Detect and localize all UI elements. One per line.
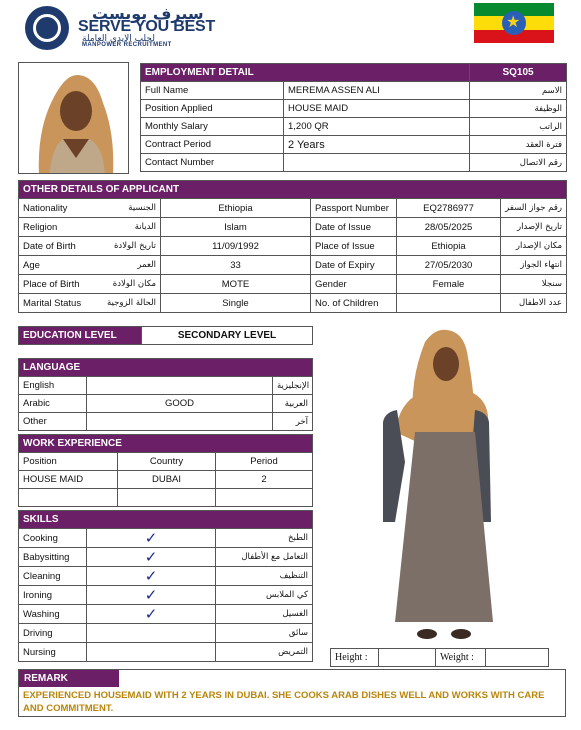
employment-detail-header: EMPLOYMENT DETAIL	[141, 64, 470, 82]
language-level	[87, 377, 273, 395]
field-value: MEREMA ASSEN ALI	[284, 82, 470, 100]
field-label: Full Name	[141, 82, 284, 100]
field-value: 33	[161, 256, 311, 275]
field-label: Nationality	[19, 199, 87, 218]
work-header-row	[19, 453, 313, 471]
other-details-row	[19, 218, 567, 237]
work-row	[19, 471, 313, 489]
employment-row	[141, 118, 567, 136]
field-label: No. of Children	[311, 294, 397, 313]
field-label-arabic: الراتب	[470, 118, 567, 136]
field-label-arabic: فترة العقد	[470, 136, 567, 154]
check-icon: ✓	[87, 586, 216, 605]
field-label: Date of Birth	[19, 237, 87, 256]
check-icon: ✓	[87, 567, 216, 586]
field-label-arabic: الجنسية	[87, 199, 161, 218]
other-details-row	[19, 256, 567, 275]
skill-name-arabic: الغسيل	[216, 605, 313, 624]
field-label-arabic: رقم جواز السفر	[501, 199, 567, 218]
logo-subtitle: MANPOWER RECRUITMENT	[82, 42, 172, 48]
skill-name-arabic: التنظيف	[216, 567, 313, 586]
language-table	[18, 358, 313, 431]
field-value	[284, 154, 470, 172]
work-experience-table	[18, 434, 313, 507]
field-label: Date of Expiry	[311, 256, 397, 275]
field-value: Ethiopia	[161, 199, 311, 218]
education-value: SECONDARY LEVEL	[142, 327, 313, 345]
language-name-arabic: الإنجليزية	[273, 377, 313, 395]
skill-name: Babysitting	[19, 548, 87, 567]
weight-value	[486, 649, 549, 667]
education-label: EDUCATION LEVEL	[19, 327, 142, 345]
skills-table	[18, 510, 313, 662]
field-label: Contract Period	[141, 136, 284, 154]
remark-text: EXPERIENCED HOUSEMAID WITH 2 YEARS IN DUBAI. SHE COOKS ARAB DISHES WELL AND WORKS WITH CARE AND COMMITMENT.	[23, 690, 545, 714]
skill-name-arabic: التعامل مع الأطفال	[216, 548, 313, 567]
check-icon: ✓	[87, 605, 216, 624]
skill-name: Cleaning	[19, 567, 87, 586]
skill-name-arabic: سائق	[216, 624, 313, 643]
field-label-arabic: الوظيفة	[470, 100, 567, 118]
work-cell: 2	[216, 471, 313, 489]
language-row	[19, 413, 313, 431]
field-label: Contact Number	[141, 154, 284, 172]
employment-row	[141, 100, 567, 118]
skill-row	[19, 567, 313, 586]
check-icon	[87, 624, 216, 643]
other-details-header: OTHER DETAILS OF APPLICANT	[19, 181, 567, 199]
field-label-arabic: انتهاء الجواز	[501, 256, 567, 275]
skill-name: Ironing	[19, 586, 87, 605]
field-label: Monthly Salary	[141, 118, 284, 136]
remark-header: REMARK	[19, 670, 119, 687]
column-header: Country	[118, 453, 216, 471]
language-row	[19, 395, 313, 413]
other-details-row	[19, 199, 567, 218]
skill-row	[19, 548, 313, 567]
field-label-arabic: الحالة الزوجية	[87, 294, 161, 313]
column-header: Position	[19, 453, 118, 471]
check-icon	[87, 643, 216, 662]
field-label: Passport Number	[311, 199, 397, 218]
field-value: Female	[397, 275, 501, 294]
work-cell	[19, 489, 118, 507]
education-table	[18, 326, 313, 345]
field-label-arabic: عدد الاطفال	[501, 294, 567, 313]
language-header: LANGUAGE	[19, 359, 313, 377]
field-value: HOUSE MAID	[284, 100, 470, 118]
employment-row	[141, 82, 567, 100]
skill-name-arabic: كي الملابس	[216, 586, 313, 605]
logo-arabic: سيرف يوبست	[92, 4, 204, 23]
skill-name: Nursing	[19, 643, 87, 662]
skill-row	[19, 643, 313, 662]
work-row	[19, 489, 313, 507]
field-label: Gender	[311, 275, 397, 294]
other-details-row	[19, 294, 567, 313]
logo-english: SERVE YOU BEST	[78, 18, 216, 35]
field-label-arabic: العمر	[87, 256, 161, 275]
field-value: MOTE	[161, 275, 311, 294]
field-label: Religion	[19, 218, 87, 237]
language-name-arabic: العربية	[273, 395, 313, 413]
field-label-arabic: مكان الإصدار	[501, 237, 567, 256]
field-label: Place of Birth	[19, 275, 87, 294]
language-name: Arabic	[19, 395, 87, 413]
field-value: 2 Years	[284, 136, 470, 154]
field-value: EQ2786977	[397, 199, 501, 218]
field-value: Ethiopia	[397, 237, 501, 256]
column-header: Period	[216, 453, 313, 471]
skill-row	[19, 586, 313, 605]
field-value: Single	[161, 294, 311, 313]
skill-name-arabic: التمريض	[216, 643, 313, 662]
field-label: Place of Issue	[311, 237, 397, 256]
weight-label: Weight :	[436, 649, 486, 667]
field-value	[397, 294, 501, 313]
other-details-table	[18, 180, 567, 313]
skills-header: SKILLS	[19, 511, 313, 529]
remark-box	[18, 669, 566, 717]
applicant-full-photo	[325, 322, 566, 646]
check-icon: ✓	[87, 529, 216, 548]
measurements-table	[330, 648, 549, 667]
skill-name-arabic: الطبخ	[216, 529, 313, 548]
field-label: Marital Status	[19, 294, 87, 313]
language-level: GOOD	[87, 395, 273, 413]
skill-row	[19, 605, 313, 624]
work-cell	[216, 489, 313, 507]
check-icon: ✓	[87, 548, 216, 567]
field-label-arabic: رقم الاتصال	[470, 154, 567, 172]
reference-code: SQ105	[470, 64, 567, 82]
field-value: 1,200 QR	[284, 118, 470, 136]
field-label-arabic: تاريخ الإصدار	[501, 218, 567, 237]
work-cell: HOUSE MAID	[19, 471, 118, 489]
field-label: Age	[19, 256, 87, 275]
language-name: English	[19, 377, 87, 395]
ethiopia-flag-icon	[474, 3, 554, 43]
field-label: Date of Issue	[311, 218, 397, 237]
other-details-row	[19, 275, 567, 294]
field-value: Islam	[161, 218, 311, 237]
field-label-arabic: تاريخ الولادة	[87, 237, 161, 256]
language-name-arabic: آخر	[273, 413, 313, 431]
work-experience-header: WORK EXPERIENCE	[19, 435, 313, 453]
employment-row	[141, 154, 567, 172]
employment-detail-table	[140, 63, 567, 172]
field-label: Position Applied	[141, 100, 284, 118]
skill-name: Washing	[19, 605, 87, 624]
skill-row	[19, 624, 313, 643]
language-level	[87, 413, 273, 431]
work-cell	[118, 489, 216, 507]
field-label-arabic: الاسم	[470, 82, 567, 100]
skill-row	[19, 529, 313, 548]
field-value: 28/05/2025	[397, 218, 501, 237]
language-row	[19, 377, 313, 395]
logo-arabic-sub: لجلب الايدي العاملة	[82, 34, 155, 44]
height-label: Height :	[331, 649, 379, 667]
field-value: 11/09/1992	[161, 237, 311, 256]
skill-name: Cooking	[19, 529, 87, 548]
field-value: 27/05/2030	[397, 256, 501, 275]
employment-row	[141, 136, 567, 154]
other-details-row	[19, 237, 567, 256]
field-label-arabic: الديانة	[87, 218, 161, 237]
work-cell: DUBAI	[118, 471, 216, 489]
language-name: Other	[19, 413, 87, 431]
field-label-arabic: مكان الولادة	[87, 275, 161, 294]
field-label-arabic: سنجلا	[501, 275, 567, 294]
height-value	[379, 649, 436, 667]
applicant-portrait	[18, 62, 129, 174]
skill-name: Driving	[19, 624, 87, 643]
company-logo-icon	[25, 6, 69, 50]
